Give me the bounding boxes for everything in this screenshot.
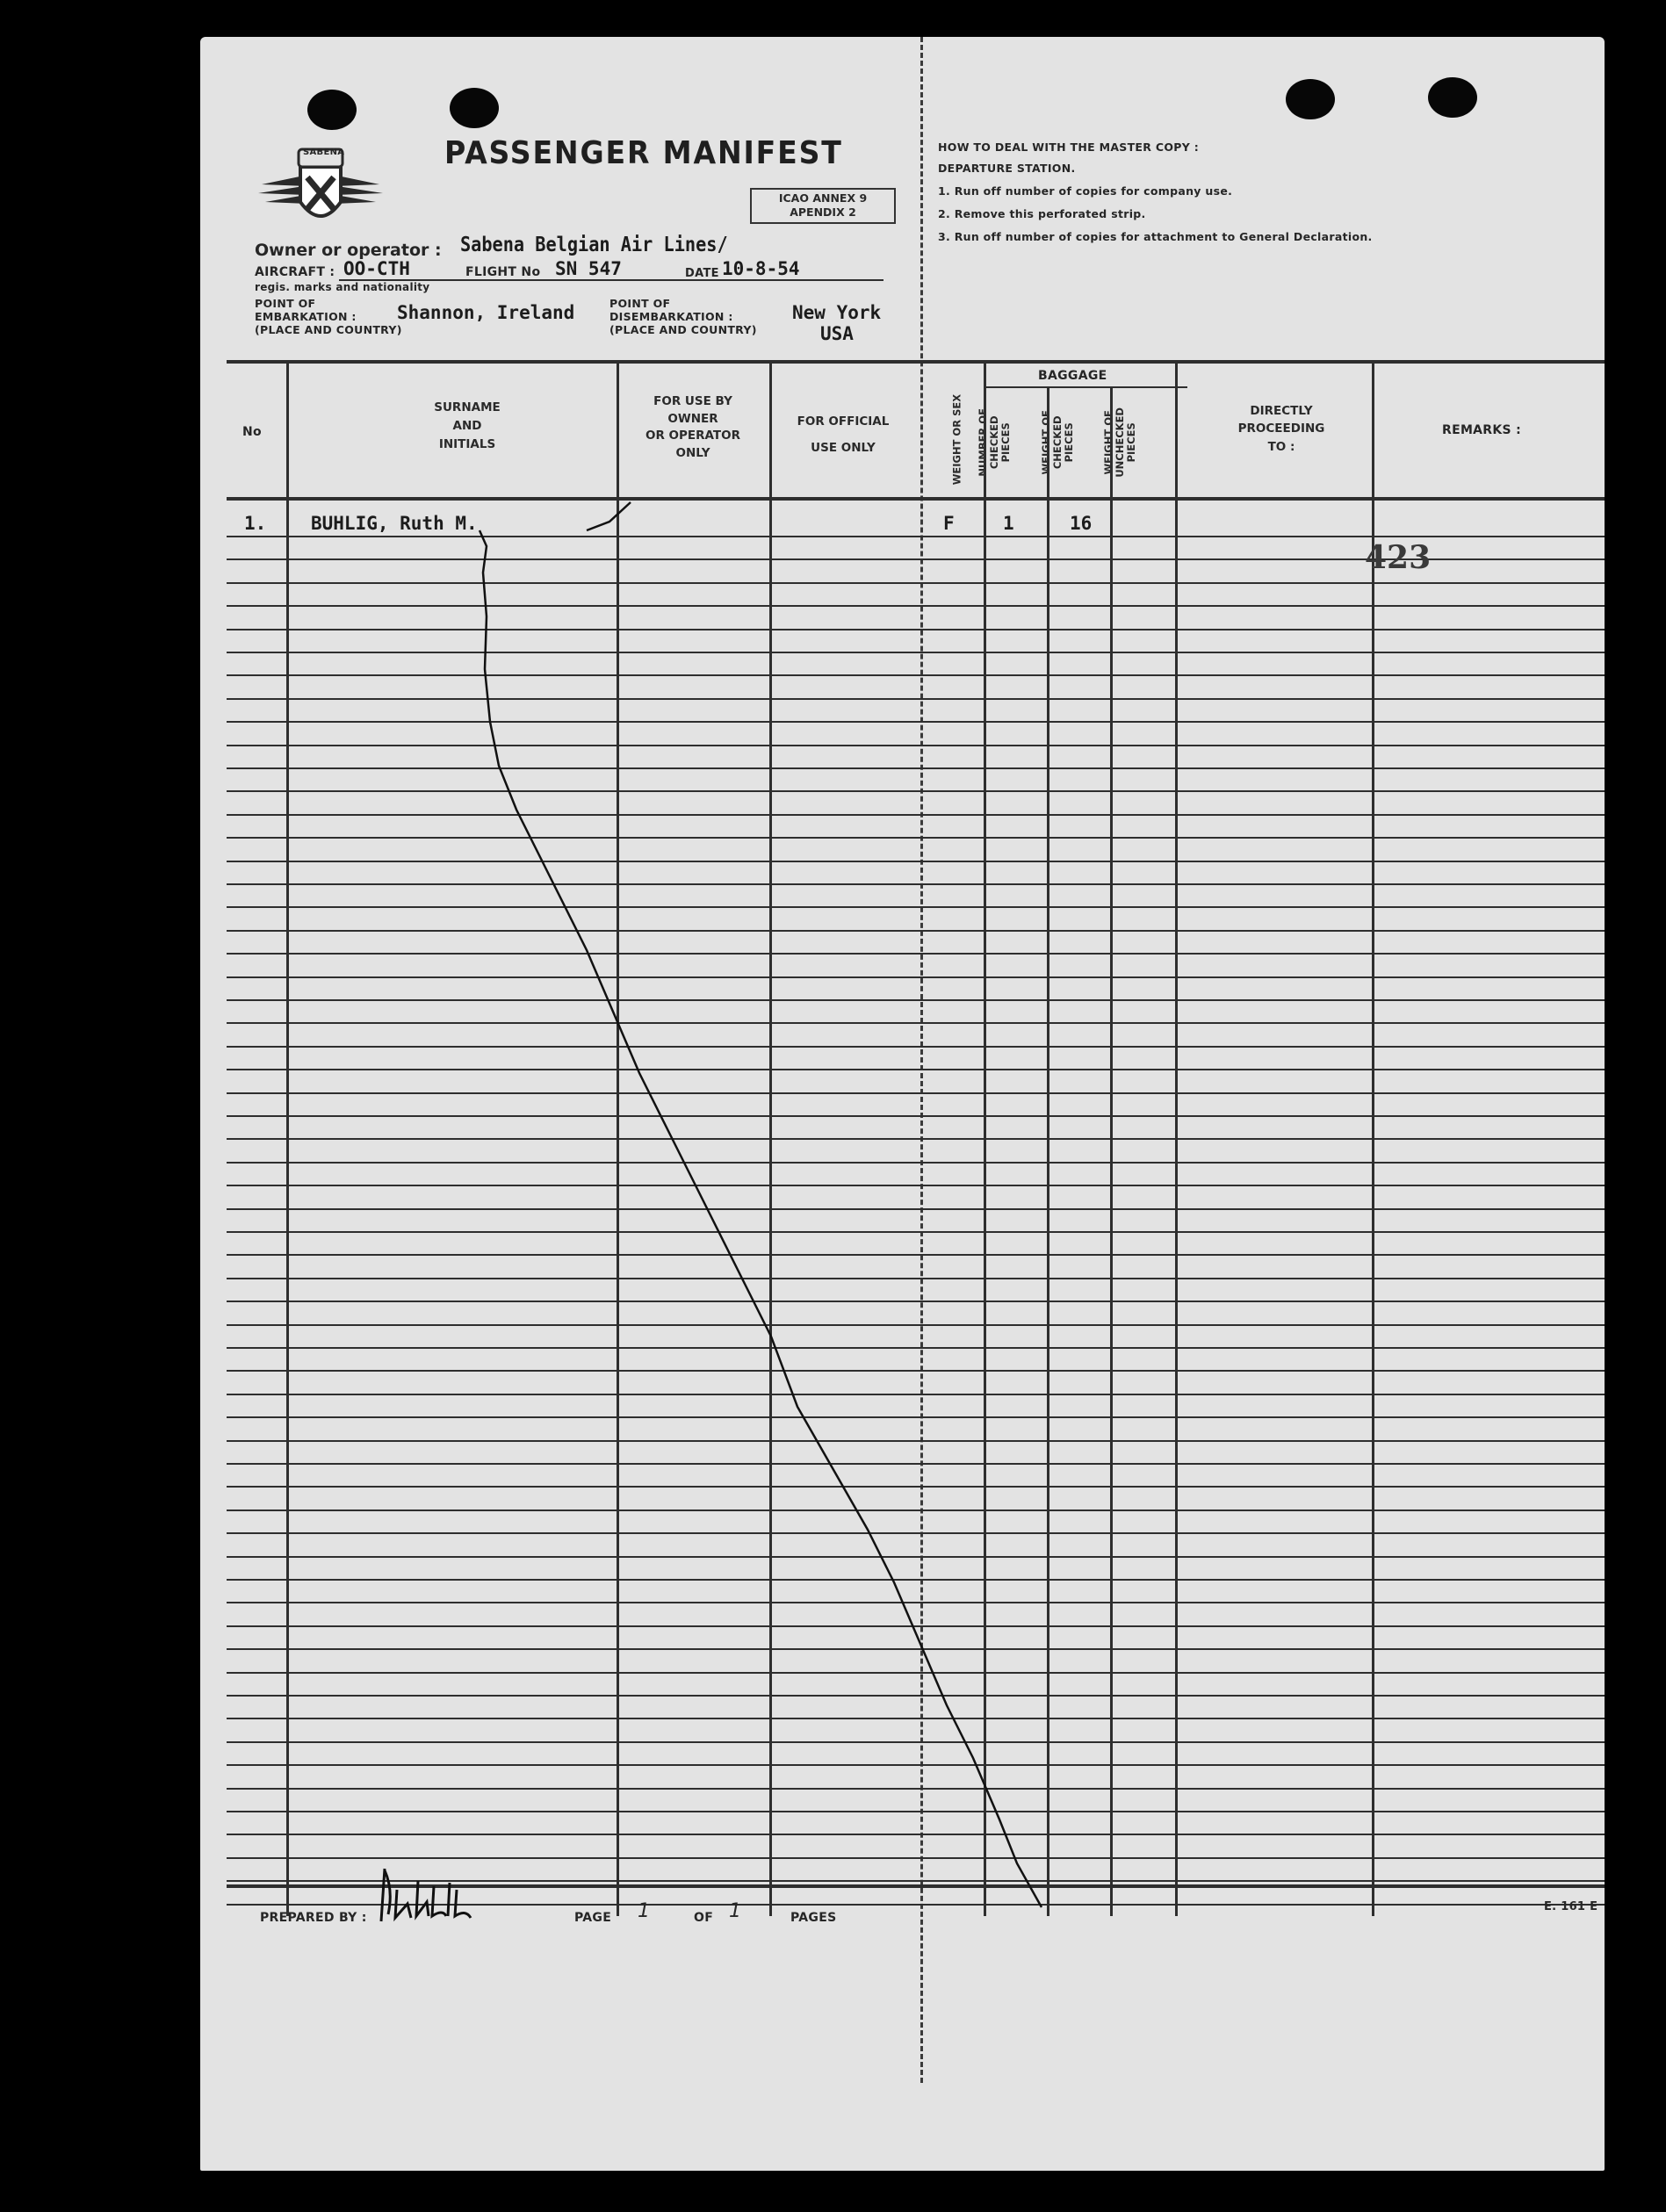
page-value: 1 <box>638 1900 650 1922</box>
disembark-value-2: USA <box>820 323 854 344</box>
col-bag-number-line: CHECKED <box>988 415 1001 470</box>
signature-icon <box>372 1863 495 1927</box>
instruction-item: 1. Run off number of copies for company use. <box>938 184 1233 198</box>
of-label: OF <box>694 1911 714 1925</box>
col-bag-weight-line: PIECES <box>1063 422 1076 463</box>
disembark-label-1: POINT OF <box>609 297 671 310</box>
disembark-label-2: DISEMBARKATION : <box>609 310 733 323</box>
flight-label: FLIGHT No <box>465 265 541 279</box>
col-bag-unchecked-line: PIECES <box>1125 422 1138 463</box>
instructions-title: HOW TO DEAL WITH THE MASTER COPY : <box>938 141 1200 154</box>
aircraft-value: OO-CTH <box>343 258 410 279</box>
col-surname-line: AND <box>452 418 482 433</box>
passenger-sex: F <box>943 513 955 534</box>
embark-label-2: EMBARKATION : <box>255 310 357 323</box>
page-title: PASSENGER MANIFEST <box>444 135 843 171</box>
regis-label: regis. marks and nationality <box>255 281 430 293</box>
logo-text: SABENA <box>303 148 345 157</box>
col-weight-sex: WEIGHT OR SEX <box>950 393 963 486</box>
passenger-no: 1. <box>244 513 267 534</box>
col-owner-use-line: FOR USE BY <box>653 394 732 408</box>
embark-label-1: POINT OF <box>255 297 316 310</box>
col-bag-number-line: PIECES <box>999 422 1013 463</box>
col-bag-number-line: NUMBER OF <box>977 408 990 477</box>
col-official-line: FOR OFFICIAL <box>797 414 890 429</box>
of-value: 1 <box>729 1900 741 1922</box>
col-bag-weight-line: WEIGHT OF <box>1040 410 1053 475</box>
col-remarks: REMARKS : <box>1442 423 1521 437</box>
passenger-bag-weight: 16 <box>1070 513 1093 534</box>
icao-line-2: APENDIX 2 <box>790 205 856 220</box>
prepared-by-label: PREPARED BY : <box>260 1911 367 1925</box>
date-value: 10-8-54 <box>722 258 800 279</box>
disembark-value-1: New York <box>792 302 882 323</box>
col-bag-unchecked-line: WEIGHT OF <box>1102 410 1115 475</box>
col-owner-use-line: OWNER <box>667 411 718 426</box>
owner-label: Owner or operator : <box>255 241 442 260</box>
col-surname-line: SURNAME <box>434 400 501 414</box>
instruction-item: 3. Run off number of copies for attachment to General Declaration. <box>938 230 1373 243</box>
col-directly-line: PROCEEDING <box>1237 422 1325 436</box>
remark-number: 423 <box>1365 539 1432 576</box>
col-directly-line: DIRECTLY <box>1250 404 1313 418</box>
owner-value: Sabena Belgian Air Lines/ <box>460 234 728 256</box>
col-directly-line: TO : <box>1267 439 1295 454</box>
passenger-name: BUHLIG, Ruth M. <box>311 513 478 534</box>
passenger-bag-count: 1 <box>1003 513 1014 534</box>
col-bag-unchecked-line: UNCHECKED <box>1114 407 1127 478</box>
col-surname-line: INITIALS <box>438 436 496 451</box>
embark-value: Shannon, Ireland <box>397 302 575 323</box>
instructions-station: DEPARTURE STATION. <box>938 162 1076 175</box>
pages-label: PAGES <box>790 1911 837 1925</box>
form-code: E. 161 E <box>1544 1900 1598 1913</box>
disembark-label-3: (PLACE AND COUNTRY) <box>609 323 757 336</box>
col-bag-weight-line: CHECKED <box>1051 415 1064 470</box>
icao-line-1: ICAO ANNEX 9 <box>778 191 868 205</box>
manifest-sheet <box>200 37 1605 2171</box>
col-baggage: BAGGAGE <box>1038 369 1107 383</box>
date-label: DATE <box>685 267 719 280</box>
col-owner-use-line: ONLY <box>675 445 710 460</box>
embark-label-3: (PLACE AND COUNTRY) <box>255 323 402 336</box>
aircraft-label: AIRCRAFT : <box>255 265 335 279</box>
flight-value: SN 547 <box>555 258 622 279</box>
instruction-item: 2. Remove this perforated strip. <box>938 207 1146 220</box>
strike-through-line <box>200 37 1605 2057</box>
col-owner-use-line: OR OPERATOR <box>645 429 741 443</box>
col-official-line: USE ONLY <box>811 440 876 455</box>
page-label: PAGE <box>574 1911 612 1925</box>
col-no: No <box>242 425 262 439</box>
